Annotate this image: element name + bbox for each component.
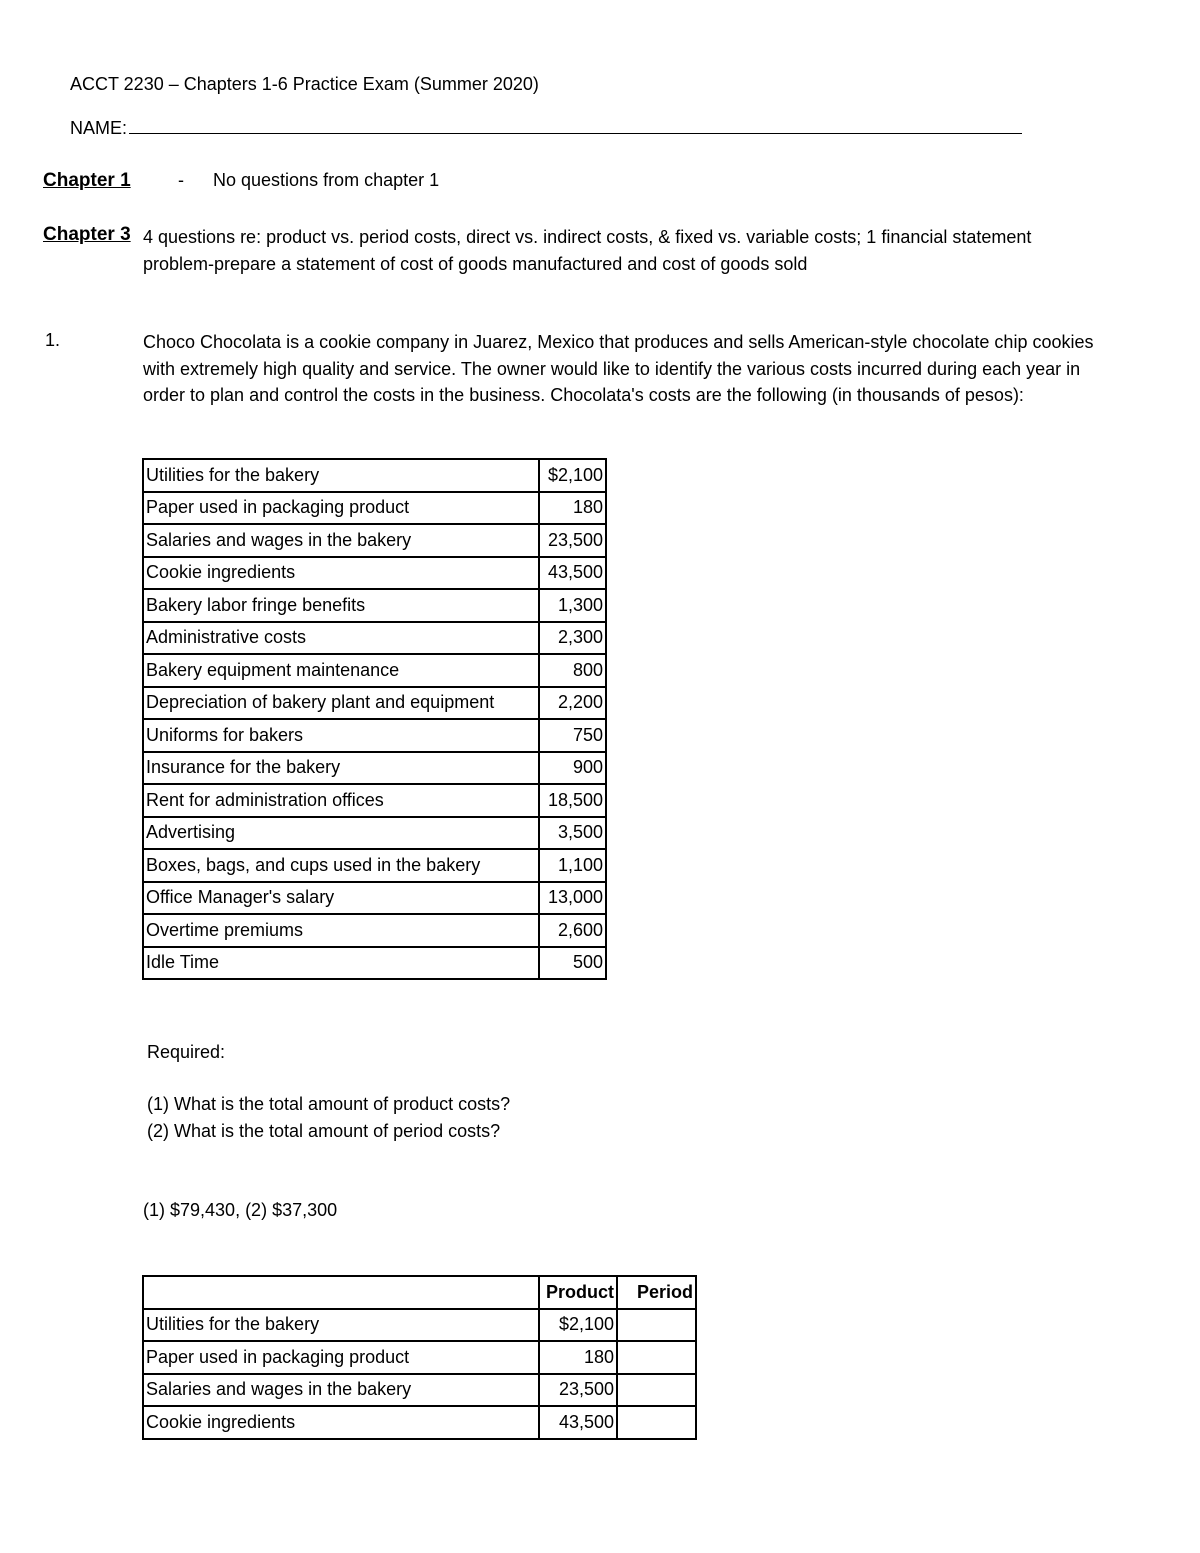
table-row xyxy=(143,752,606,785)
cost-label: Boxes, bags, and cups used in the bakery xyxy=(143,849,539,882)
classification-header-blank xyxy=(143,1276,539,1309)
cost-label: Paper used in packaging product xyxy=(143,492,539,525)
table-row xyxy=(143,557,606,590)
table-row xyxy=(143,784,606,817)
table-row xyxy=(143,687,606,720)
cost-label: Office Manager's salary xyxy=(143,882,539,915)
cost-value: 2,200 xyxy=(539,687,606,720)
chapter-3-text: 4 questions re: product vs. period costs, direct vs. indirect costs, & fixed vs. variable costs; 1 financial statement problem-prepare a statement of cost of goods manufactured and cost of goods sold xyxy=(143,227,1032,274)
period-value xyxy=(617,1374,696,1407)
table-row xyxy=(143,1374,696,1407)
chapter-1-text: No questions from chapter 1 xyxy=(213,170,440,190)
classification-label: Utilities for the bakery xyxy=(143,1309,539,1342)
product-column-header: Product xyxy=(539,1276,617,1309)
classification-table xyxy=(142,1275,697,1440)
cost-value: $2,100 xyxy=(539,459,606,492)
cost-label: Idle Time xyxy=(143,947,539,980)
classification-label: Cookie ingredients xyxy=(143,1406,539,1439)
table-row xyxy=(143,719,606,752)
answer-text: (1) $79,430, (2) $37,300 xyxy=(143,1200,338,1220)
cost-value: 180 xyxy=(539,492,606,525)
cost-label: Insurance for the bakery xyxy=(143,752,539,785)
name-label: NAME: xyxy=(70,118,128,138)
cost-label: Bakery labor fringe benefits xyxy=(143,589,539,622)
table-row xyxy=(143,524,606,557)
period-value xyxy=(617,1341,696,1374)
table-row xyxy=(143,1406,696,1439)
question-number: 1. xyxy=(45,330,61,350)
required-label: Required: xyxy=(147,1042,226,1062)
cost-label: Overtime premiums xyxy=(143,914,539,947)
table-row xyxy=(143,1309,696,1342)
cost-value: 2,600 xyxy=(539,914,606,947)
cost-value: 18,500 xyxy=(539,784,606,817)
cost-value: 900 xyxy=(539,752,606,785)
table-row xyxy=(143,849,606,882)
cost-value: 23,500 xyxy=(539,524,606,557)
cost-value: 43,500 xyxy=(539,557,606,590)
cost-value: 800 xyxy=(539,654,606,687)
table-row xyxy=(143,654,606,687)
cost-value: 500 xyxy=(539,947,606,980)
table-row xyxy=(143,882,606,915)
table-row xyxy=(143,459,606,492)
classification-label: Salaries and wages in the bakery xyxy=(143,1374,539,1407)
cost-label: Rent for administration offices xyxy=(143,784,539,817)
cost-value: 750 xyxy=(539,719,606,752)
cost-label: Administrative costs xyxy=(143,622,539,655)
product-value: $2,100 xyxy=(539,1309,617,1342)
cost-label: Cookie ingredients xyxy=(143,557,539,590)
table-row xyxy=(143,622,606,655)
chapter-1-heading: Chapter 1 xyxy=(43,170,131,191)
cost-value: 1,300 xyxy=(539,589,606,622)
cost-label: Uniforms for bakers xyxy=(143,719,539,752)
exam-title: ACCT 2230 – Chapters 1-6 Practice Exam (Summer 2020) xyxy=(70,74,539,94)
cost-label: Bakery equipment maintenance xyxy=(143,654,539,687)
cost-label: Salaries and wages in the bakery xyxy=(143,524,539,557)
cost-label: Depreciation of bakery plant and equipment xyxy=(143,687,539,720)
table-row xyxy=(143,947,606,980)
cost-label: Utilities for the bakery xyxy=(143,459,539,492)
cost-value: 3,500 xyxy=(539,817,606,850)
required-item-1: (1) What is the total amount of product costs? xyxy=(147,1094,511,1114)
period-value xyxy=(617,1406,696,1439)
table-row xyxy=(143,1341,696,1374)
classification-label: Paper used in packaging product xyxy=(143,1341,539,1374)
name-blank-line xyxy=(129,119,1022,134)
product-value: 23,500 xyxy=(539,1374,617,1407)
period-value xyxy=(617,1309,696,1342)
cost-label: Advertising xyxy=(143,817,539,850)
name-field xyxy=(70,118,1022,139)
table-row xyxy=(143,914,606,947)
cost-table xyxy=(142,458,607,980)
required-item-2: (2) What is the total amount of period costs? xyxy=(147,1121,501,1141)
product-value: 43,500 xyxy=(539,1406,617,1439)
cost-value: 13,000 xyxy=(539,882,606,915)
product-value: 180 xyxy=(539,1341,617,1374)
question-text: Choco Chocolata is a cookie company in Juarez, Mexico that produces and sells American-style chocolate chip cookies with extremely high quality and service. The owner would like to identify the various costs incurred during each year in order to plan and control the costs in the business. Chocolata's costs are the following (in thousands of pesos): xyxy=(143,332,1094,405)
table-row xyxy=(143,817,606,850)
cost-value: 1,100 xyxy=(539,849,606,882)
cost-value: 2,300 xyxy=(539,622,606,655)
table-row xyxy=(143,492,606,525)
classification-header-row xyxy=(143,1276,696,1309)
chapter-3-heading: Chapter 3 xyxy=(43,224,131,245)
period-column-header: Period xyxy=(617,1276,696,1309)
table-row xyxy=(143,589,606,622)
chapter-1-dash: - xyxy=(178,170,184,190)
